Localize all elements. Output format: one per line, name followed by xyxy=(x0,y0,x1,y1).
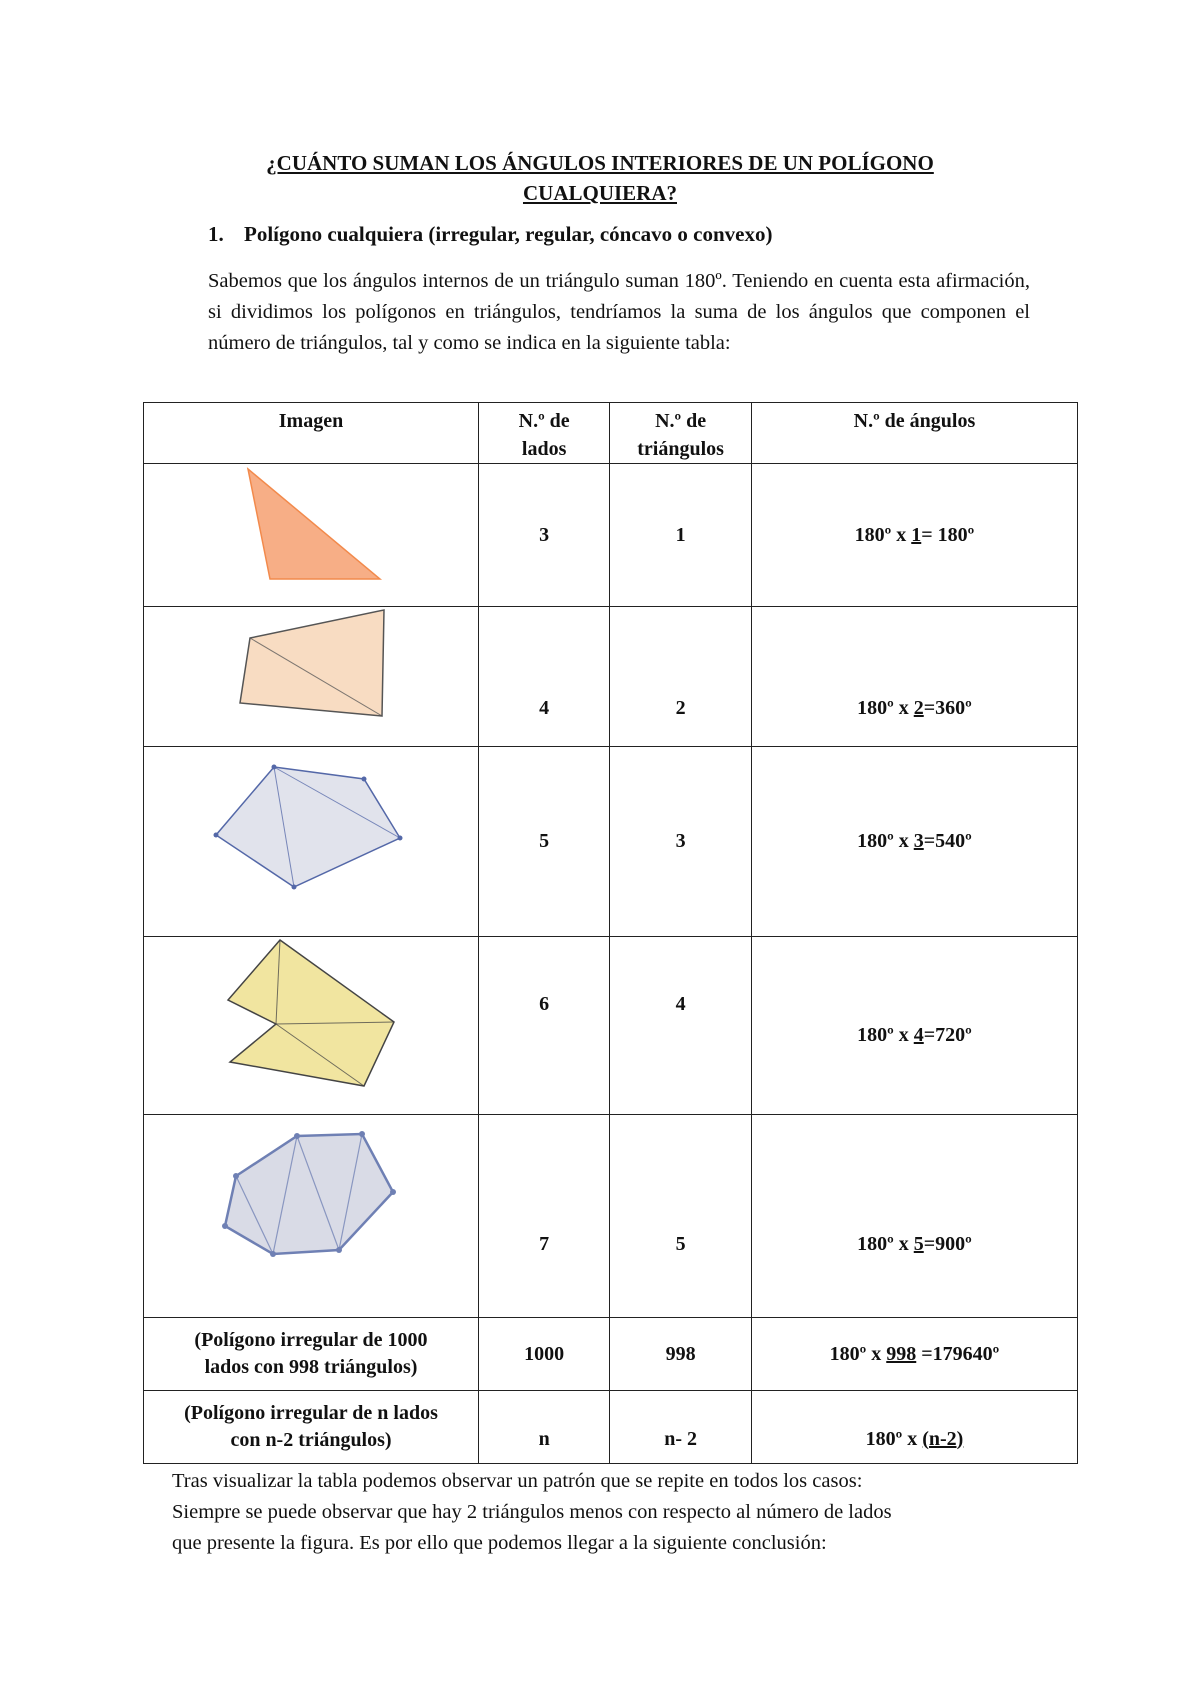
angles-prefix: 180º x xyxy=(829,1342,887,1365)
angles-result: = 180º xyxy=(921,523,975,546)
sides-cell xyxy=(479,1115,610,1318)
triangles-value: n- 2 xyxy=(664,1427,698,1450)
header-triangles xyxy=(610,403,752,464)
angles-factor: 5 xyxy=(913,1232,924,1255)
intro-text: Sabemos que los ángulos internos de un triángulo suman 180º. Teniendo en cuenta esta afirmación, si dividimos los polígonos en triángulos, tendríamos la suma de los ángulos que componen el número de triángulos, tal y como se indica en la siguiente tabla: xyxy=(208,270,1030,354)
header-sides-line-2: lados xyxy=(521,438,567,460)
triangles-value: 5 xyxy=(675,1232,686,1255)
label-line-2: con n-2 triángulos) xyxy=(230,1429,392,1451)
sides-value: n xyxy=(538,1427,550,1450)
section-heading xyxy=(208,222,772,247)
heptagon-icon xyxy=(144,1116,478,1316)
angles-result: =179640º xyxy=(916,1342,1000,1365)
angles-factor: 2 xyxy=(913,697,924,719)
table-row xyxy=(144,747,1078,937)
angles-cell xyxy=(751,937,1077,1115)
image-cell xyxy=(144,747,479,937)
angles-prefix: 180º x xyxy=(857,1232,914,1255)
pentagon-icon xyxy=(144,749,478,935)
title-line-2: CUALQUIERA? xyxy=(522,181,677,205)
outro-line-3: que presente la figura. Es por ello que podemos llegar a la siguiente conclusión: xyxy=(172,1532,827,1554)
image-cell xyxy=(144,1115,479,1318)
triangles-cell: 3 xyxy=(610,747,752,937)
triangles-cell: 1 xyxy=(610,464,752,607)
angles-result: =720º xyxy=(923,1024,972,1046)
outro-line-2: Siempre se puede observar que hay 2 triángulos menos con respecto al número de lados xyxy=(172,1501,892,1523)
triangles-cell xyxy=(610,937,752,1115)
image-cell xyxy=(144,464,479,607)
label-cell xyxy=(144,1318,479,1391)
angles-prefix: 180º x xyxy=(854,523,912,546)
section-title: Polígono cualquiera (irregular, regular, cóncavo o convexo) xyxy=(244,222,773,246)
sides-cell xyxy=(479,937,610,1115)
sides-cell: 4 xyxy=(479,607,610,747)
outro-line-1: Tras visualizar la tabla podemos observar un patrón que se repite en todos los casos: xyxy=(172,1470,863,1492)
angles-factor: 4 xyxy=(913,1024,924,1046)
table-row xyxy=(144,1115,1078,1318)
triangles-cell xyxy=(610,1115,752,1318)
image-cell xyxy=(144,937,479,1115)
table-row-n xyxy=(144,1391,1078,1464)
angles-cell xyxy=(751,607,1077,747)
intro-paragraph xyxy=(208,266,1030,359)
table-header-row xyxy=(144,403,1078,464)
angles-prefix: 180º x xyxy=(857,830,914,852)
polygon-table xyxy=(143,402,1078,1464)
page-title xyxy=(150,148,1050,208)
angles-cell xyxy=(751,1391,1077,1464)
header-sides-line-1: N.º de xyxy=(518,410,570,432)
header-sides xyxy=(479,403,610,464)
sides-value: 6 xyxy=(539,993,550,1015)
triangles-cell xyxy=(610,1391,752,1464)
sides-value: 7 xyxy=(539,1232,550,1255)
angles-cell xyxy=(751,747,1077,937)
angles-result: =540º xyxy=(923,830,972,852)
image-cell xyxy=(144,607,479,747)
sides-cell: 5 xyxy=(479,747,610,937)
hexagon-icon xyxy=(144,938,478,1114)
angles-result: =360º xyxy=(923,697,972,719)
label-line-2: lados con 998 triángulos) xyxy=(204,1356,418,1378)
label-line-1: (Polígono irregular de 1000 xyxy=(194,1329,428,1351)
header-image: Imagen xyxy=(144,403,479,464)
triangles-value: 4 xyxy=(675,993,686,1015)
sides-cell: 1000 xyxy=(479,1318,610,1391)
table-row-1000 xyxy=(144,1318,1078,1391)
label-cell xyxy=(144,1391,479,1464)
angles-cell xyxy=(751,1318,1077,1391)
header-triangles-line-2: triángulos xyxy=(637,438,724,460)
section-number: 1. xyxy=(208,222,224,246)
conclusion-paragraph xyxy=(172,1466,1052,1559)
angles-prefix: 180º x xyxy=(865,1427,923,1450)
triangles-cell: 2 xyxy=(610,607,752,747)
quadrilateral-icon xyxy=(144,608,478,746)
angles-cell xyxy=(751,1115,1077,1318)
label-line-1: (Polígono irregular de n lados xyxy=(184,1402,438,1424)
angles-result: =900º xyxy=(923,1232,972,1255)
sides-cell xyxy=(479,1391,610,1464)
angles-factor: 998 xyxy=(886,1342,917,1365)
angles-prefix: 180º x xyxy=(857,1024,914,1046)
angles-factor: (n-2) xyxy=(922,1427,964,1450)
angles-prefix: 180º x xyxy=(857,697,914,719)
table-row xyxy=(144,464,1078,607)
title-line-1: ¿CUÁNTO SUMAN LOS ÁNGULOS INTERIORES DE UN POLÍGONO xyxy=(266,151,934,175)
header-angles: N.º de ángulos xyxy=(751,403,1077,464)
triangle-icon xyxy=(144,465,478,605)
table-row xyxy=(144,937,1078,1115)
header-triangles-line-1: N.º de xyxy=(655,410,707,432)
table-row xyxy=(144,607,1078,747)
sides-cell: 3 xyxy=(479,464,610,607)
triangles-cell: 998 xyxy=(610,1318,752,1391)
angles-factor: 1 xyxy=(911,523,922,546)
angles-factor: 3 xyxy=(913,830,924,852)
angles-cell xyxy=(751,464,1077,607)
